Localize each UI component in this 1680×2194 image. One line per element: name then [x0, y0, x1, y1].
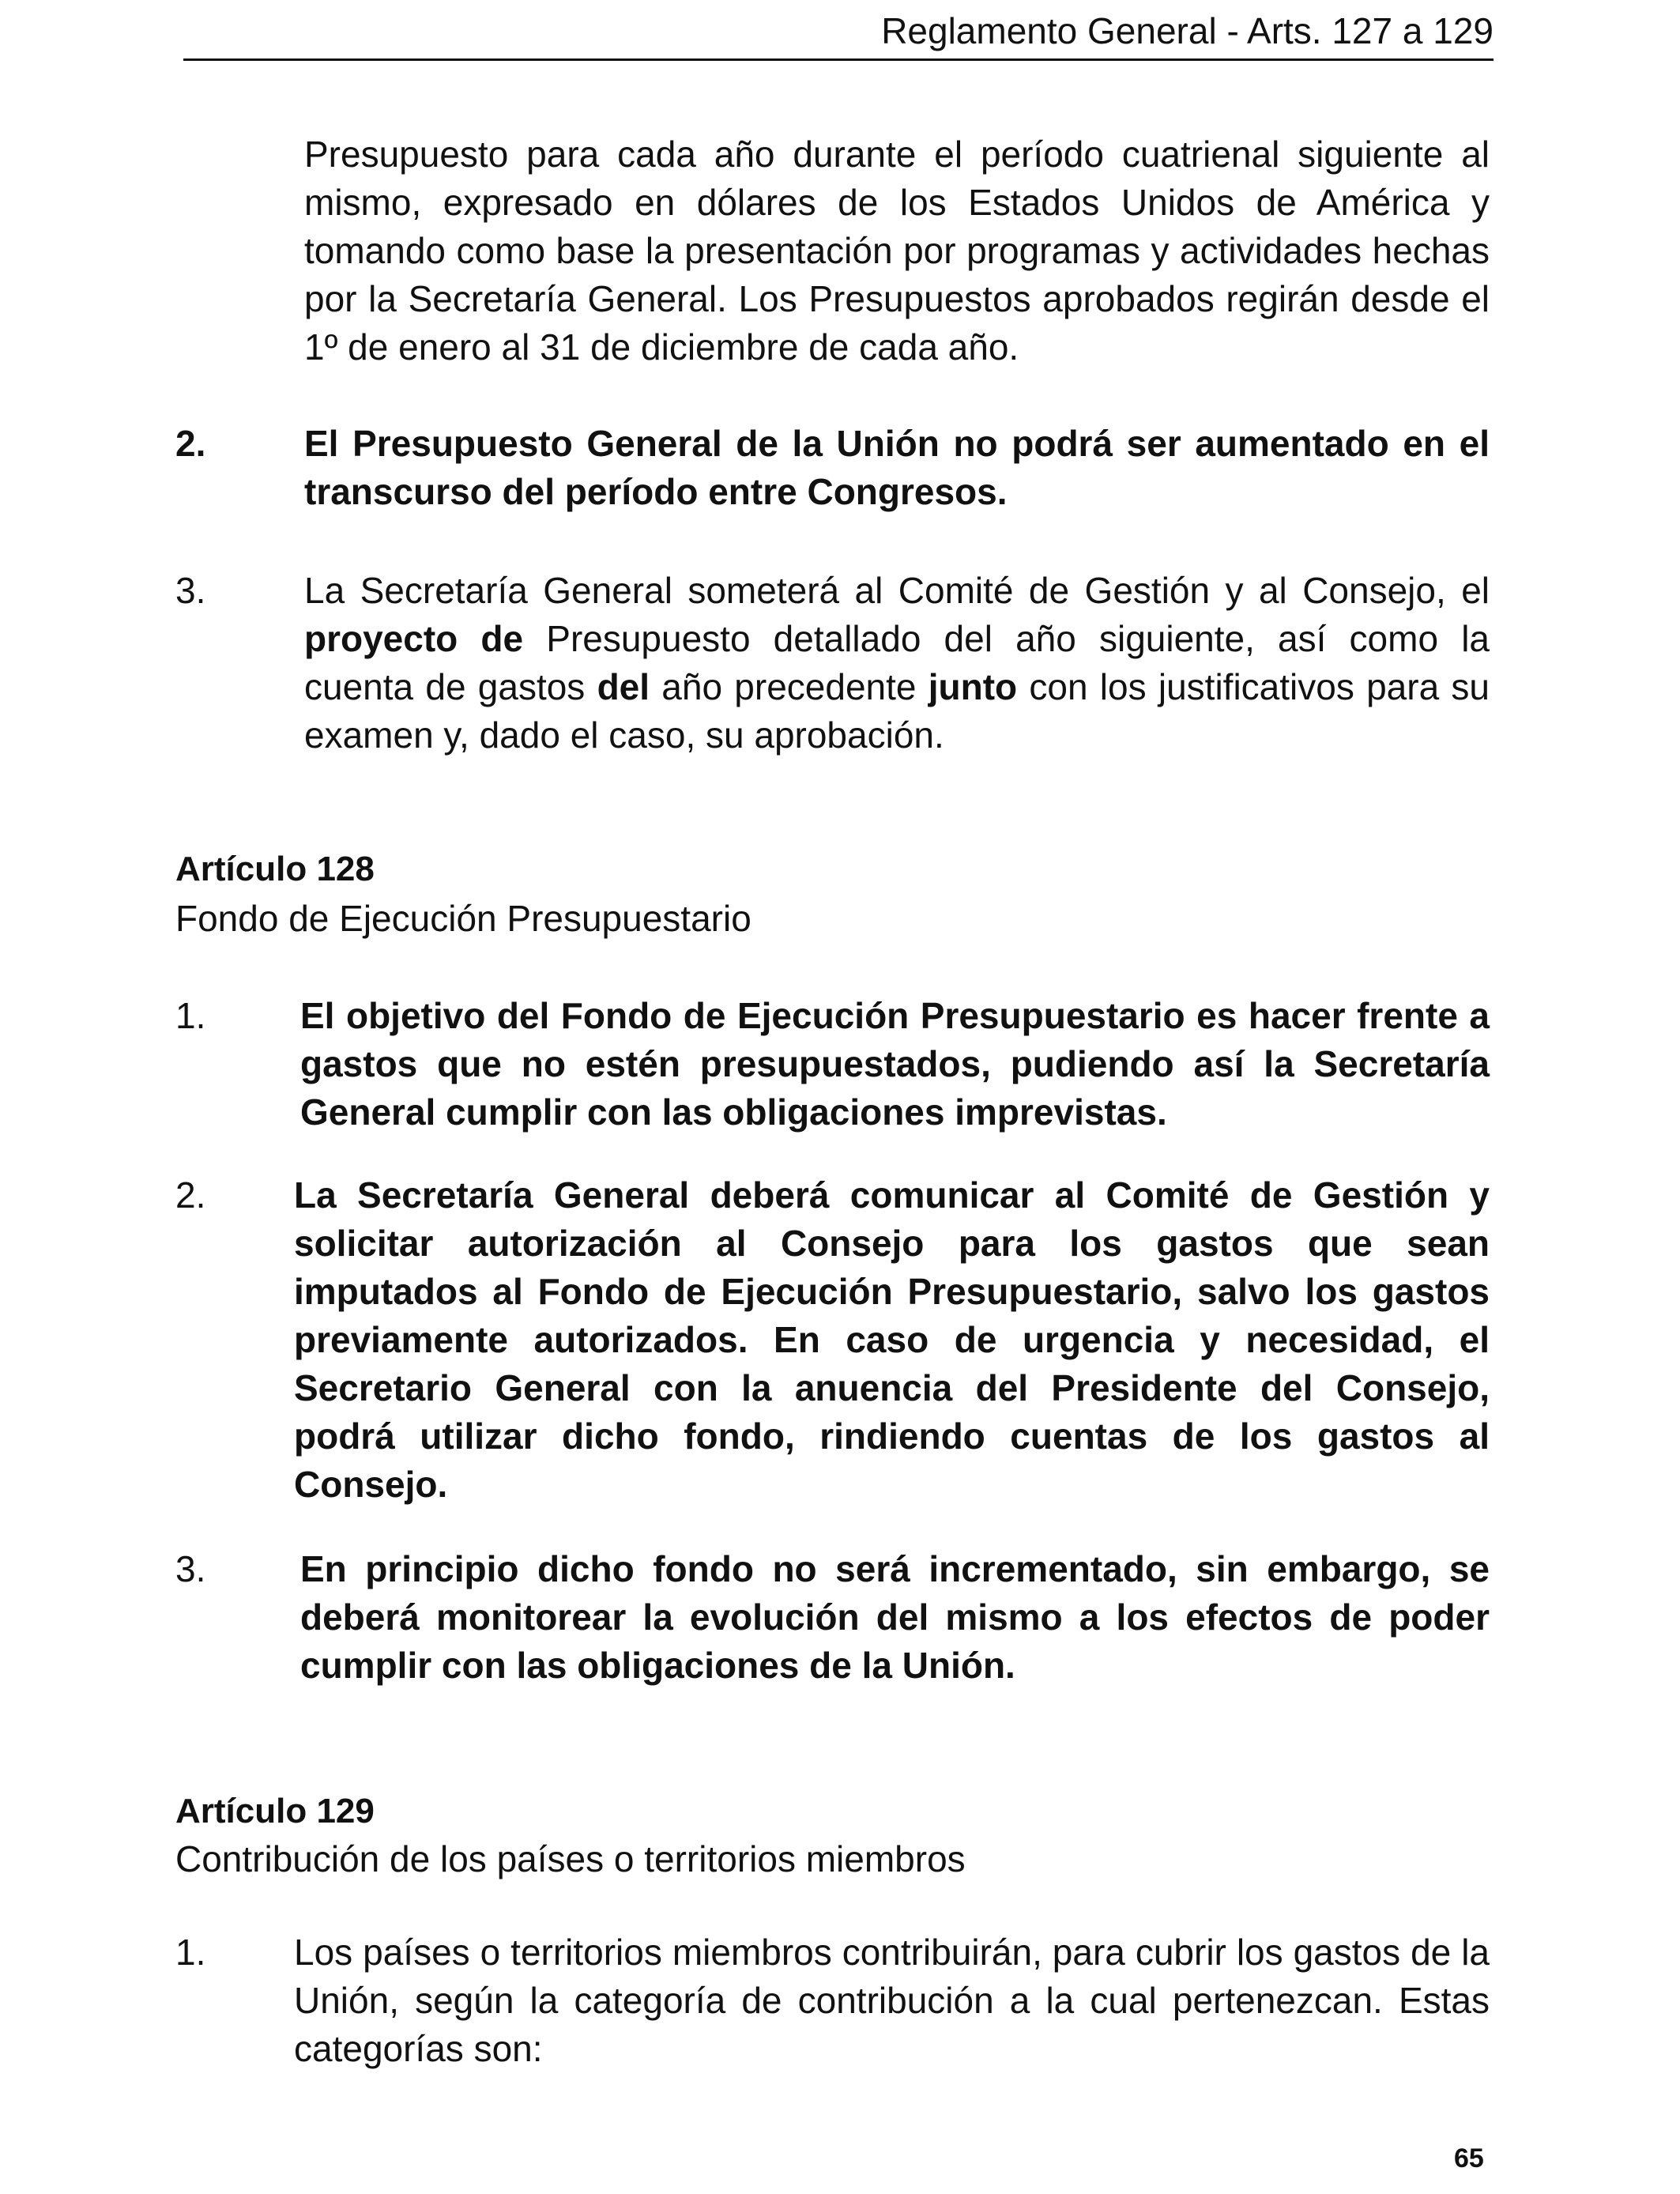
art127-item-2-text: El Presupuesto General de la Unión no podrá ser aumentado en el transcurso del período entre Congresos.	[304, 423, 1490, 512]
header-rule	[183, 58, 1494, 61]
art128-item-2-text: La Secretaría General deberá comunicar al Comité de Gestión y solicitar autorización al Consejo para los gastos que sean imputados al Fondo de Ejecución Presupuestario, salvo los gastos previamente autorizados. En caso de urgencia y necesidad, el Secretario General con la anuencia del Presidente del Consejo, podrá utilizar dicho fondo, rindiendo cuentas de los gastos al Consejo.	[294, 1174, 1490, 1505]
art128-item-3-number: 3.	[175, 1548, 206, 1589]
text-run: La Secretaría General someterá al Comité de Gestión y al Consejo, el	[304, 570, 1490, 611]
art128-item-1-text: El objetivo del Fondo de Ejecución Presupuestario es hacer frente a gastos que no estén presupuestados, pudiendo así la Secretaría General cumplir con las obligaciones imprevistas.	[300, 995, 1490, 1133]
art127-paragraph-1-continued: Presupuesto para cada año durante el período cuatrienal siguiente al mismo, expresado en dólares de los Estados Unidos de América y tomando como base la presentación por programas y actividades hechas por la Secretaría General. Los Presupuestos aprobados regirán desde el 1º de enero al 31 de diciembre de cada año.	[304, 134, 1490, 368]
bold-run: junto	[928, 666, 1018, 707]
text-run: Presupuesto detallado del año siguiente, así como la cuenta de gastos	[304, 618, 1490, 707]
text-run: con los justificativos para su examen y, dado el caso, su aprobación.	[304, 666, 1490, 756]
article-128-title: Artículo 128	[175, 850, 375, 888]
header-title: Reglamento General - Arts. 127 a 129	[881, 10, 1494, 51]
art129-item-1-text: Los países o territorios miembros contribuirán, para cubrir los gastos de la Unión, según la categoría de contribución a la cual pertenezcan. Estas categorías son:	[294, 1932, 1490, 2069]
art127-item-3-number: 3.	[175, 570, 206, 611]
art127-item-2-number: 2.	[175, 423, 206, 464]
article-129-title: Artículo 129	[175, 1792, 375, 1830]
bold-run: del	[597, 666, 650, 707]
article-129-subtitle: Contribución de los países o territorios miembros	[175, 1838, 966, 1879]
text-run: año precedente	[650, 666, 929, 707]
page-number: 65	[1454, 2143, 1484, 2173]
art128-item-2-number: 2.	[175, 1174, 206, 1216]
running-header	[0, 6, 1494, 62]
art128-item-3-text: En principio dicho fondo no será incrementado, sin embargo, se deberá monitorear la evolución del mismo a los efectos de poder cumplir con las obligaciones de la Unión.	[300, 1548, 1490, 1686]
bold-run: proyecto de	[304, 618, 524, 659]
art127-item-3-text	[304, 567, 1490, 760]
art129-item-1-number: 1.	[175, 1932, 206, 1973]
article-128-subtitle: Fondo de Ejecución Presupuestario	[175, 898, 751, 939]
art128-item-1-number: 1.	[175, 995, 206, 1036]
